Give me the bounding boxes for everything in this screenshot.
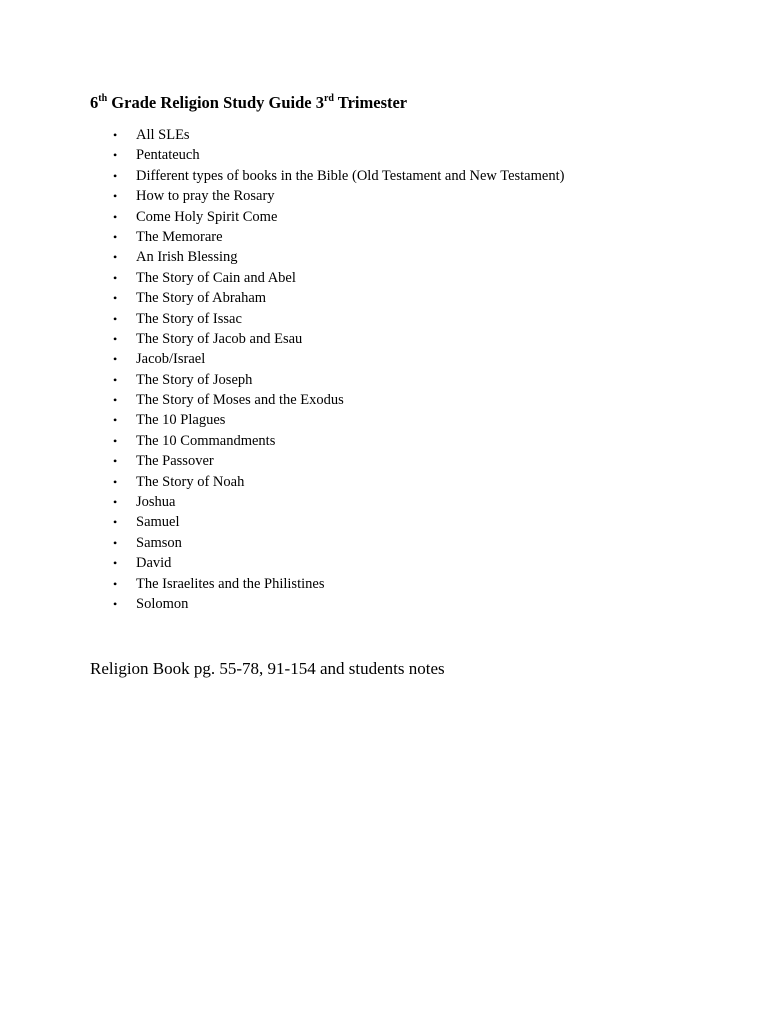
bullet-icon: • <box>113 474 118 489</box>
list-item-text: Samson <box>136 534 182 551</box>
bullet-icon: • <box>113 372 118 387</box>
bullet-icon: • <box>113 454 118 469</box>
list-item-text: An Irish Blessing <box>136 249 238 266</box>
bullet-icon: • <box>113 168 118 183</box>
bullet-icon: • <box>113 148 118 163</box>
bullet-icon: • <box>113 393 118 408</box>
list-item-text: The 10 Commandments <box>136 432 276 449</box>
bullet-icon: • <box>113 556 118 571</box>
list-item <box>0 492 564 512</box>
list-item-text: Come Holy Spirit Come <box>136 208 278 225</box>
list-item <box>0 512 564 532</box>
list-item-text: David <box>136 555 172 572</box>
list-item-text: Joshua <box>136 494 176 511</box>
list-item <box>0 370 564 390</box>
bullet-icon: • <box>113 576 118 591</box>
title-grade-number: 6 <box>90 93 99 112</box>
bullet-icon: • <box>113 250 118 265</box>
list-item-text: All SLEs <box>136 127 190 143</box>
list-item-text: How to pray the Rosary <box>136 188 275 205</box>
list-item <box>0 288 564 308</box>
bullet-icon: • <box>113 352 118 367</box>
list-item <box>0 166 564 186</box>
study-topics-list <box>0 125 564 614</box>
list-item-text: The Story of Cain and Abel <box>136 269 296 286</box>
list-item <box>0 349 564 369</box>
reference-note: Religion Book pg. 55-78, 91-154 and students notes <box>90 659 445 678</box>
title-middle-text: Grade Religion Study Guide 3 <box>107 93 324 112</box>
list-item <box>0 553 564 573</box>
list-item <box>0 247 564 267</box>
title-grade-suffix: th <box>98 92 108 104</box>
list-item-text: Pentateuch <box>136 147 200 164</box>
bullet-icon: • <box>113 128 118 142</box>
bullet-icon: • <box>113 413 118 428</box>
bullet-icon: • <box>113 291 118 306</box>
list-item-text: Different types of books in the Bible (Old Testament and New Testament) <box>136 167 565 184</box>
list-item-text: Samuel <box>136 514 180 531</box>
bullet-icon: • <box>113 189 118 204</box>
list-item <box>0 431 564 451</box>
list-item <box>0 574 564 594</box>
list-item <box>0 472 564 492</box>
list-item-text: Jacob/Israel <box>136 351 206 368</box>
list-item <box>0 533 564 553</box>
list-item-text: The Story of Noah <box>136 473 245 490</box>
bullet-icon: • <box>113 535 118 550</box>
list-item-text: The 10 Plagues <box>136 412 226 429</box>
list-item-text: The Passover <box>136 453 214 470</box>
list-item <box>0 268 564 288</box>
bullet-icon: • <box>113 433 118 448</box>
bullet-icon: • <box>113 311 118 326</box>
list-item-text: The Israelites and the Philistines <box>136 575 325 592</box>
list-item-text: The Story of Abraham <box>136 290 267 307</box>
title-trimester-text: Trimester <box>333 93 408 112</box>
bullet-icon: • <box>113 331 118 346</box>
list-item <box>0 329 564 349</box>
list-item <box>0 594 564 614</box>
list-item <box>0 145 564 165</box>
list-item-text: The Story of Moses and the Exodus <box>136 392 344 409</box>
list-item-text: The Story of Joseph <box>136 371 253 388</box>
bullet-icon: • <box>113 209 118 224</box>
list-item-text: The Story of Issac <box>136 310 242 327</box>
list-item <box>0 125 564 145</box>
bullet-icon: • <box>113 596 118 611</box>
list-item <box>0 410 564 430</box>
page-title <box>90 92 407 114</box>
list-item <box>0 227 564 247</box>
list-item <box>0 451 564 471</box>
list-item <box>0 207 564 227</box>
bullet-icon: • <box>113 270 118 285</box>
list-item <box>0 309 564 329</box>
title-trimester-suffix: rd <box>323 92 334 104</box>
list-item-text: The Memorare <box>136 228 223 245</box>
list-item <box>0 390 564 410</box>
list-item-text: The Story of Jacob and Esau <box>136 330 303 347</box>
bullet-icon: • <box>113 229 118 244</box>
list-item <box>0 186 564 206</box>
bullet-icon: • <box>113 495 118 510</box>
list-item-text: Solomon <box>136 595 189 612</box>
bullet-icon: • <box>113 515 118 530</box>
